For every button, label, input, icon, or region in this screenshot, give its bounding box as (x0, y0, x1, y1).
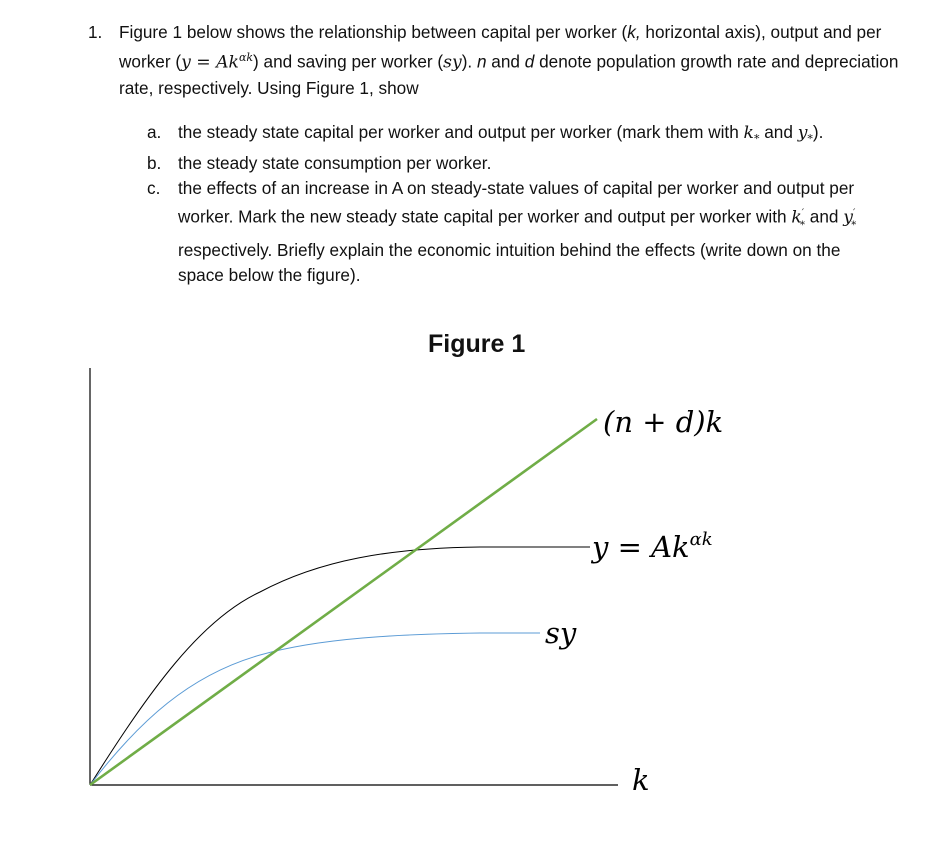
figure-title: Figure 1 (428, 330, 526, 358)
sub-question-b: b. the steady state consumption per worker. (147, 153, 492, 174)
sub-question-c: c. the effects of an increase in A on steady-state values of capital per worker and output per worker. Mark the new steady state capital per worker and output per worker with $k'_*$ and $y'_*$ respectively. Briefly explain the economic intuition behind the effects (write down on the space below the figure). (147, 178, 857, 285)
saving-curve (90, 633, 540, 785)
x-axis-label: k (632, 763, 650, 797)
question-text: Figure 1 below shows the relationship between capital per worker (k, horizontal axis), output and per worker $(y = Ak^{\alpha k})$ and saving per worker (sy). n and d denote population growth rate and depreciation rate, respectively. Using Figure 1, show (119, 22, 899, 98)
sub-question-a: a. the steady state capital per worker and output per worker (mark them with $k_*$ and $y_*$). (147, 122, 824, 146)
line-label: (n + d)k (603, 405, 724, 439)
output-curve (90, 547, 590, 785)
saving-label: sy (545, 616, 577, 650)
output-label: $y = Ak^{\alpha k}$ (592, 529, 713, 564)
investment-line (90, 419, 597, 785)
question-number: 1. (88, 22, 103, 42)
